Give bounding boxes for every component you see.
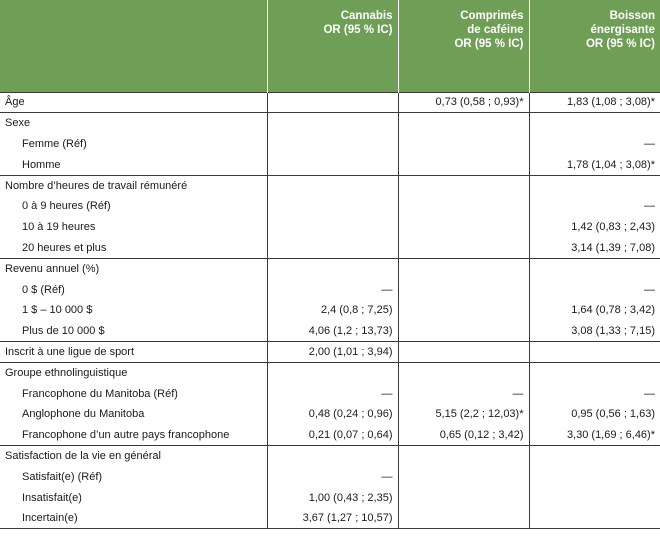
table-row xyxy=(0,196,660,217)
cell-caffeine-pills xyxy=(398,362,529,383)
cell-cannabis: 0,48 (0,24 ; 0,96) xyxy=(267,404,398,425)
table-row xyxy=(0,362,660,383)
cell-energy-drink: 1,78 (1,04 ; 3,08)* xyxy=(529,154,660,175)
cell-energy-drink: — xyxy=(529,279,660,300)
cell-energy-drink: — xyxy=(529,196,660,217)
cell-energy-drink: 1,83 (1,08 ; 3,08)* xyxy=(529,92,660,113)
cell-caffeine-pills xyxy=(398,300,529,321)
table-row xyxy=(0,446,660,467)
cell-cannabis: — xyxy=(267,383,398,404)
header-cannabis: Cannabis OR (95 % IC) xyxy=(267,0,398,92)
cell-caffeine-pills: 0,65 (0,12 ; 3,42) xyxy=(398,425,529,446)
row-label: Revenu annuel (%) xyxy=(0,258,267,279)
cell-caffeine-pills xyxy=(398,134,529,155)
cell-caffeine-pills xyxy=(398,113,529,134)
cell-cannabis xyxy=(267,92,398,113)
cell-cannabis xyxy=(267,113,398,134)
cell-caffeine-pills xyxy=(398,342,529,363)
cell-cannabis: 1,00 (0,43 ; 2,35) xyxy=(267,487,398,508)
cell-cannabis: — xyxy=(267,466,398,487)
cell-caffeine-pills: — xyxy=(398,383,529,404)
row-label: Homme xyxy=(22,158,61,171)
cell-energy-drink: 3,30 (1,69 ; 6,46)* xyxy=(529,425,660,446)
cell-caffeine-pills xyxy=(398,487,529,508)
cell-caffeine-pills xyxy=(398,279,529,300)
table-row xyxy=(0,342,660,363)
cell-cannabis: 2,4 (0,8 ; 7,25) xyxy=(267,300,398,321)
cell-cannabis xyxy=(267,238,398,259)
cell-caffeine-pills xyxy=(398,466,529,487)
cell-energy-drink xyxy=(529,446,660,467)
cell-caffeine-pills xyxy=(398,175,529,196)
table-row xyxy=(0,217,660,238)
table-row xyxy=(0,508,660,529)
cell-energy-drink: 3,08 (1,33 ; 7,15) xyxy=(529,321,660,342)
cell-energy-drink: 1,42 (0,83 ; 2,43) xyxy=(529,217,660,238)
row-label: 10 à 19 heures xyxy=(22,221,96,234)
row-label: Satisfaction de la vie en général xyxy=(0,446,267,467)
row-label: Francophone du Manitoba (Réf) xyxy=(22,387,178,400)
row-label: Groupe ethnolinguistique xyxy=(0,362,267,383)
table-row xyxy=(0,258,660,279)
row-label: 1 $ – 10 000 $ xyxy=(22,304,93,317)
cell-cannabis xyxy=(267,196,398,217)
row-label: Sexe xyxy=(0,113,267,134)
table-row xyxy=(0,321,660,342)
cell-cannabis xyxy=(267,258,398,279)
row-label: Incertain(e) xyxy=(0,508,267,529)
cell-cannabis xyxy=(267,446,398,467)
cell-caffeine-pills xyxy=(398,238,529,259)
cell-caffeine-pills xyxy=(398,508,529,529)
table-row xyxy=(0,134,660,155)
table-row xyxy=(0,425,660,446)
cell-energy-drink xyxy=(529,342,660,363)
cell-energy-drink: 1,64 (0,78 ; 3,42) xyxy=(529,300,660,321)
cell-cannabis: 2,00 (1,01 ; 3,94) xyxy=(267,342,398,363)
cell-caffeine-pills xyxy=(398,321,529,342)
cell-cannabis xyxy=(267,362,398,383)
row-label: Femme (Réf) xyxy=(22,137,87,150)
row-label: 20 heures et plus xyxy=(22,241,107,254)
table-row xyxy=(0,113,660,134)
table-row xyxy=(0,92,660,113)
table-row xyxy=(0,466,660,487)
cell-energy-drink xyxy=(529,508,660,529)
table-row xyxy=(0,238,660,259)
cell-energy-drink xyxy=(529,258,660,279)
cell-energy-drink xyxy=(529,113,660,134)
table-row xyxy=(0,279,660,300)
cell-cannabis xyxy=(267,217,398,238)
row-label: Inscrit à une ligue de sport xyxy=(0,342,267,363)
cell-energy-drink xyxy=(529,175,660,196)
cell-caffeine-pills xyxy=(398,258,529,279)
row-label: 0 à 9 heures (Réf) xyxy=(22,200,111,213)
table-row xyxy=(0,383,660,404)
cell-energy-drink: — xyxy=(529,134,660,155)
cell-caffeine-pills xyxy=(398,217,529,238)
cell-caffeine-pills xyxy=(398,446,529,467)
row-label: Anglophone du Manitoba xyxy=(22,408,145,421)
row-label: Nombre d’heures de travail rémunéré xyxy=(0,175,267,196)
cell-energy-drink: — xyxy=(529,383,660,404)
cell-caffeine-pills: 0,73 (0,58 ; 0,93)* xyxy=(398,92,529,113)
header-caffeine-pills: Comprimés de caféine OR (95 % IC) xyxy=(398,0,529,92)
cell-energy-drink: 0,95 (0,56 ; 1,63) xyxy=(529,404,660,425)
cell-energy-drink xyxy=(529,487,660,508)
row-label: Insatisfait(e) xyxy=(22,491,82,504)
row-label: Satisfait(e) (Réf) xyxy=(22,470,103,483)
row-label: Âge xyxy=(0,92,267,113)
table-row xyxy=(0,404,660,425)
row-label: Francophone d’un autre pays francophone xyxy=(22,428,230,441)
cell-cannabis: — xyxy=(267,279,398,300)
cell-energy-drink xyxy=(529,466,660,487)
header-variable xyxy=(0,0,267,92)
cell-cannabis xyxy=(267,175,398,196)
cell-caffeine-pills xyxy=(398,196,529,217)
cell-cannabis: 0,21 (0,07 ; 0,64) xyxy=(267,425,398,446)
header-energy-drink: Boisson énergisante OR (95 % IC) xyxy=(529,0,660,92)
header-row xyxy=(0,0,660,92)
table-row xyxy=(0,154,660,175)
cell-cannabis xyxy=(267,134,398,155)
row-label: Plus de 10 000 $ xyxy=(22,324,105,337)
cell-cannabis xyxy=(267,154,398,175)
table-row xyxy=(0,300,660,321)
table-row xyxy=(0,487,660,508)
cell-caffeine-pills: 5,15 (2,2 ; 12,03)* xyxy=(398,404,529,425)
cell-energy-drink: 3,14 (1,39 ; 7,08) xyxy=(529,238,660,259)
row-label: 0 $ (Réf) xyxy=(22,283,65,296)
table-row xyxy=(0,175,660,196)
cell-cannabis: 4,06 (1,2 ; 13,73) xyxy=(267,321,398,342)
cell-caffeine-pills xyxy=(398,154,529,175)
cell-cannabis: 3,67 (1,27 ; 10,57) xyxy=(267,508,398,529)
cell-energy-drink xyxy=(529,362,660,383)
